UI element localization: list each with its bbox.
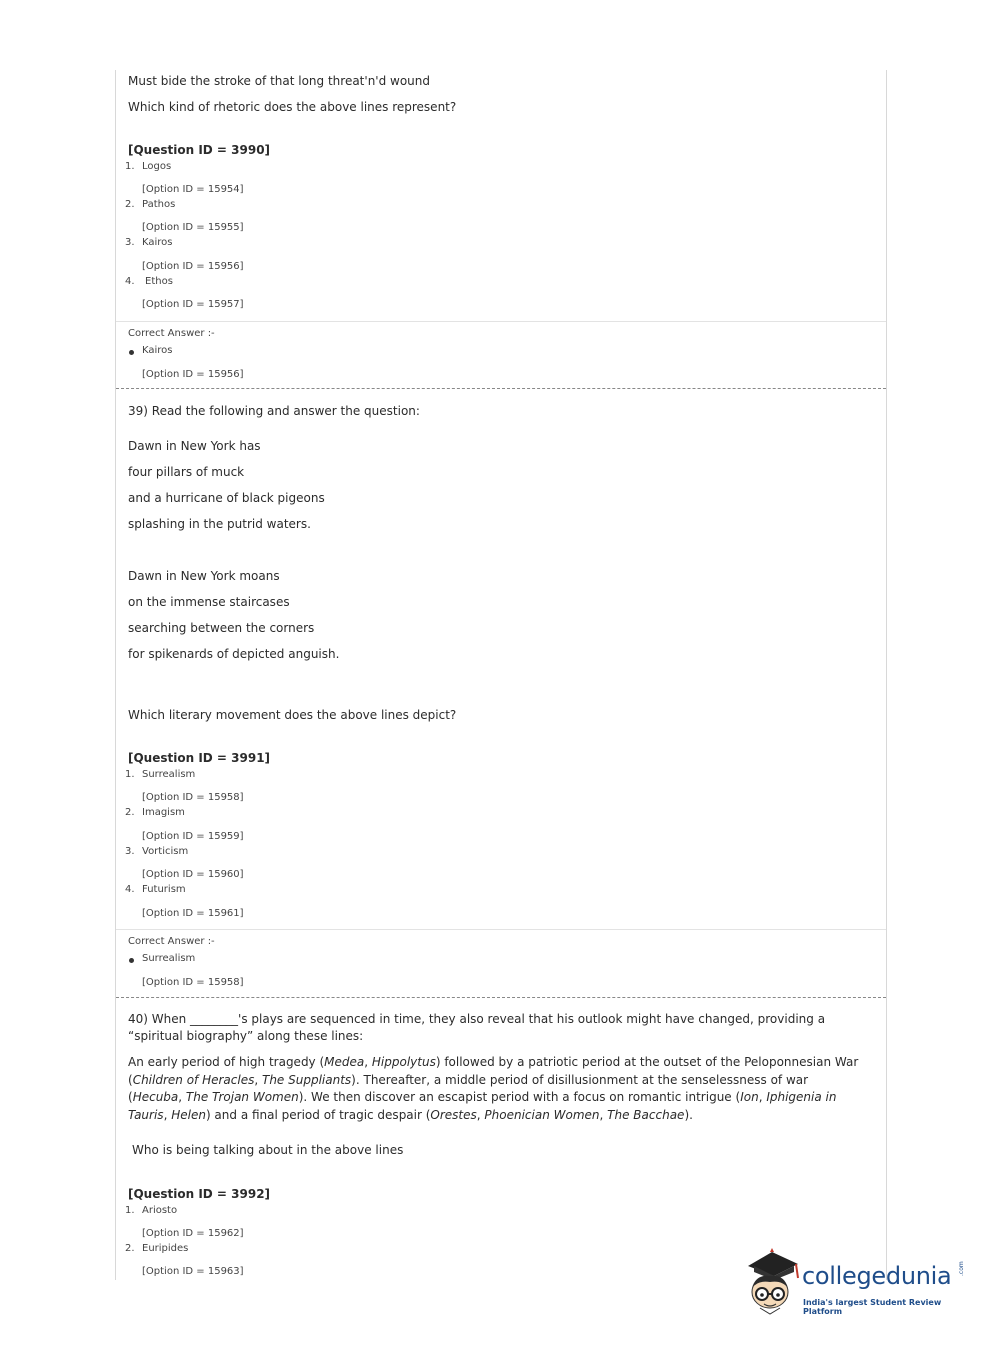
q40-option-2-number: 2. xyxy=(125,1243,135,1254)
logo-wordmark: collegedunia xyxy=(802,1262,952,1290)
collegedunia-logo[interactable] xyxy=(742,1248,972,1318)
question-39-id: [Question ID = 3991] xyxy=(128,751,271,765)
q39-option-2-label[interactable]: Imagism xyxy=(142,807,185,818)
poem-line: on the immense staircases xyxy=(128,595,290,609)
question-paper-page xyxy=(115,70,887,1280)
q38-option-4-label[interactable]: Ethos xyxy=(145,276,173,287)
question-separator xyxy=(116,997,886,998)
poem-line: for spikenards of depicted anguish. xyxy=(128,647,340,661)
q38-option-3-label[interactable]: Kairos xyxy=(142,237,173,248)
q38-option-1-number: 1. xyxy=(125,161,135,172)
q38-option-3-number: 3. xyxy=(125,237,135,248)
bullet-icon xyxy=(129,350,134,355)
poem-line: searching between the corners xyxy=(128,621,315,635)
q39-option-2-number: 2. xyxy=(125,807,135,818)
q39-option-4-id: [Option ID = 15961] xyxy=(142,908,244,919)
q39-option-2-id: [Option ID = 15959] xyxy=(142,831,244,842)
poem-line: Dawn in New York has xyxy=(128,439,261,453)
q40-option-1-number: 1. xyxy=(125,1205,135,1216)
question-40-prompt: Who is being talking about in the above lines xyxy=(132,1143,404,1157)
q38-correct-answer: Kairos xyxy=(142,345,173,356)
question-40-line-1: 40) When ________'s plays are sequenced in time, they also reveal that his outlook might have changed, providing a xyxy=(128,1012,826,1026)
poem-line: Dawn in New York moans xyxy=(128,569,280,583)
bullet-icon xyxy=(129,958,134,963)
q38-option-4-number: 4. xyxy=(125,276,135,287)
question-38-id: [Question ID = 3990] xyxy=(128,143,271,157)
q39-option-1-id: [Option ID = 15958] xyxy=(142,792,244,803)
q38-correct-option-id: [Option ID = 15956] xyxy=(142,369,244,380)
q38-option-2-number: 2. xyxy=(125,199,135,210)
q39-correct-answer: Surrealism xyxy=(142,953,196,964)
q38-correct-answer-label: Correct Answer :- xyxy=(128,328,215,339)
q39-option-3-number: 3. xyxy=(125,846,135,857)
q39-option-4-number: 4. xyxy=(125,884,135,895)
question-38-prompt: Which kind of rhetoric does the above lines represent? xyxy=(128,100,457,114)
question-separator xyxy=(116,388,886,389)
q40-option-2-id: [Option ID = 15963] xyxy=(142,1266,244,1277)
q39-option-3-label[interactable]: Vorticism xyxy=(142,846,189,857)
question-39-header: 39) Read the following and answer the question: xyxy=(128,404,420,418)
q38-option-1-label[interactable]: Logos xyxy=(142,161,172,172)
q38-option-4-id: [Option ID = 15957] xyxy=(142,299,244,310)
logo-tagline: India's largest Student Review Platform xyxy=(803,1298,942,1316)
q39-correct-option-id: [Option ID = 15958] xyxy=(142,977,244,988)
question-40-id: [Question ID = 3992] xyxy=(128,1187,271,1201)
q39-option-3-id: [Option ID = 15960] xyxy=(142,869,244,880)
poem-line: and a hurricane of black pigeons xyxy=(128,491,325,505)
q38-option-3-id: [Option ID = 15956] xyxy=(142,261,244,272)
poem-line: four pillars of muck xyxy=(128,465,245,479)
divider xyxy=(116,929,886,930)
question-40-passage: An early period of high tragedy (Medea, Hippolytus) followed by a patriotic period at the outset of the Peloponnesian War (Children of Heracles, The Suppliants). Thereafter, a middle period of disillusionment at the senselessness of war (Hecuba, The Trojan Women). We then discover an escapist period with a focus on romantic intrigue (Ion, Iphigenia in Tauris, Helen) and a final period of tragic despair (Orestes, Phoenician Women, The Bacchae). xyxy=(128,1055,859,1122)
q39-option-4-label[interactable]: Futurism xyxy=(142,884,186,895)
q38-option-2-label[interactable]: Pathos xyxy=(142,199,176,210)
question-38-line: Must bide the stroke of that long threat'n'd wound xyxy=(128,74,431,88)
q40-option-1-label[interactable]: Ariosto xyxy=(142,1205,178,1216)
poem-line: splashing in the putrid waters. xyxy=(128,517,311,531)
mascot-icon xyxy=(742,1248,804,1318)
question-40-line-2: “spiritual biography” along these lines: xyxy=(128,1029,364,1043)
q38-option-1-id: [Option ID = 15954] xyxy=(142,184,244,195)
q40-option-2-label[interactable]: Euripides xyxy=(142,1243,189,1254)
q39-option-1-number: 1. xyxy=(125,769,135,780)
divider xyxy=(116,321,886,322)
q40-option-1-id: [Option ID = 15962] xyxy=(142,1228,244,1239)
q39-correct-answer-label: Correct Answer :- xyxy=(128,936,215,947)
q39-option-1-label[interactable]: Surrealism xyxy=(142,769,196,780)
logo-domain-suffix: .com xyxy=(958,1261,965,1276)
q38-option-2-id: [Option ID = 15955] xyxy=(142,222,244,233)
question-39-prompt: Which literary movement does the above lines depict? xyxy=(128,708,457,722)
